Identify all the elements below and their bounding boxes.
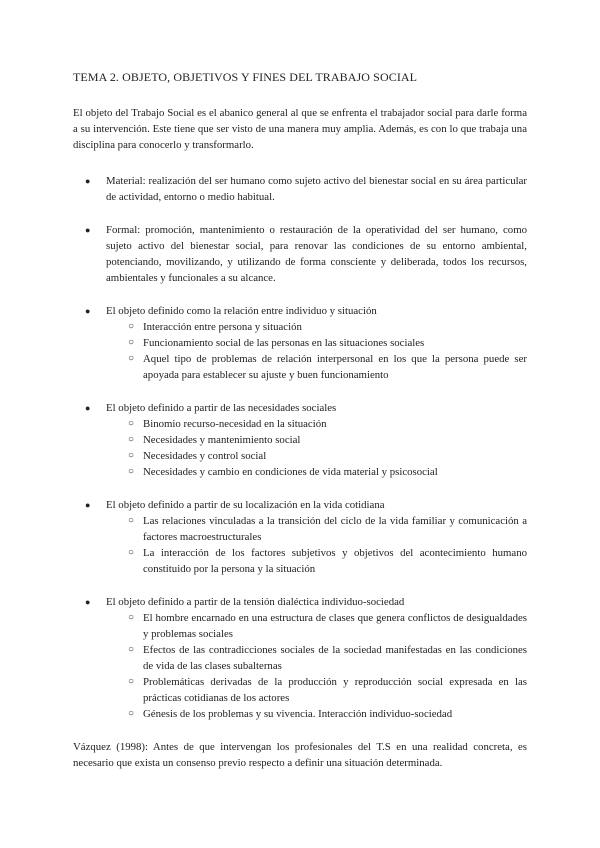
sub-list-item-text: Génesis de los problemas y su vivencia. Interacción individuo-sociedad — [143, 708, 453, 720]
hollow-bullet-icon: ○ — [128, 466, 135, 477]
sub-list-item-text: Funcionamiento social de las personas en las situaciones sociales — [143, 337, 425, 349]
sub-list-item-text: Interacción entre persona y situación — [143, 321, 302, 333]
bullet-icon: ● — [85, 403, 91, 413]
sub-list-item — [106, 513, 527, 545]
sub-list-item — [106, 335, 527, 351]
list-item — [73, 400, 527, 480]
bullet-icon: ● — [85, 597, 91, 607]
sub-list-item-text: Binomio recurso-necesidad en la situación — [143, 418, 327, 430]
list-item — [73, 594, 527, 722]
sub-list-item — [106, 351, 527, 383]
sub-list-item — [106, 674, 527, 706]
sub-list-item-text: Necesidades y cambio en condiciones de vida material y psicosocial — [143, 466, 438, 478]
hollow-bullet-icon: ○ — [128, 676, 135, 687]
sub-list-item — [106, 448, 527, 464]
bullet-icon: ● — [85, 500, 91, 510]
sub-list-item — [106, 416, 527, 432]
sub-bullet-list — [106, 416, 527, 480]
sub-list-item — [106, 642, 527, 674]
list-item-text: Formal: promoción, mantenimiento o restauración de la operatividad del ser humano, como sujeto activo del bienestar social, para renovar las condiciones de su entorno ambiental, potenciando, movilizando, y utilizando de forma consciente y deliberada, todos los recursos, ambientales y funcionales a su alcance. — [106, 224, 527, 284]
hollow-bullet-icon: ○ — [128, 547, 135, 558]
main-bullet-list — [73, 173, 527, 722]
bullet-icon: ● — [85, 306, 91, 316]
sub-list-item — [106, 319, 527, 335]
hollow-bullet-icon: ○ — [128, 515, 135, 526]
sub-list-item — [106, 610, 527, 642]
list-item-text: El objeto definido a partir de la tensión dialéctica individuo-sociedad — [106, 596, 405, 608]
hollow-bullet-icon: ○ — [128, 644, 135, 655]
sub-list-item-text: Problemáticas derivadas de la producción y reproducción social expresada en las prácticas cotidianas de los actores — [143, 676, 527, 704]
sub-list-item-text: El hombre encarnado en una estructura de clases que genera conflictos de desigualdades y problemas sociales — [143, 612, 527, 640]
list-item-text: El objeto definido como la relación entre individuo y situación — [106, 305, 377, 317]
intro-paragraph: El objeto del Trabajo Social es el abanico general al que se enfrenta el trabajador social para darle forma a su intervención. Este tiene que ser visto de una manera muy amplia. Además, es con lo que trabaja una disciplina para conocerlo y transformarlo. — [73, 107, 527, 151]
sub-list-item — [106, 432, 527, 448]
list-item — [73, 497, 527, 577]
sub-list-item-text: Las relaciones vinculadas a la transición del ciclo de la vida familiar y comunicación a factores macroestructurales — [143, 515, 527, 543]
sub-list-item-text: Necesidades y mantenimiento social — [143, 434, 301, 446]
list-item — [73, 222, 527, 286]
closing-paragraph: Vázquez (1998): Antes de que intervengan los profesionales del T.S en una realidad concreta, es necesario que exista un consenso previo respecto a definir una situación determinada. — [73, 741, 527, 769]
list-item — [73, 303, 527, 383]
bullet-icon: ● — [85, 176, 91, 186]
hollow-bullet-icon: ○ — [128, 708, 135, 719]
sub-bullet-list — [106, 319, 527, 383]
hollow-bullet-icon: ○ — [128, 321, 135, 332]
hollow-bullet-icon: ○ — [128, 418, 135, 429]
list-item-text: El objeto definido a partir de las necesidades sociales — [106, 402, 337, 414]
list-item — [73, 173, 527, 205]
sub-list-item-text: Necesidades y control social — [143, 450, 267, 462]
hollow-bullet-icon: ○ — [128, 612, 135, 623]
hollow-bullet-icon: ○ — [128, 337, 135, 348]
sub-list-item-text: Aquel tipo de problemas de relación interpersonal en los que la persona puede ser apoyada para establecer su ajuste y buen funcionamiento — [143, 353, 527, 381]
page-title: TEMA 2. OBJETO, OBJETIVOS Y FINES DEL TRABAJO SOCIAL — [73, 70, 418, 84]
hollow-bullet-icon: ○ — [128, 353, 135, 364]
list-item-text: Material: realización del ser humano como sujeto activo del bienestar social en su área particular de actividad, entorno o medio habitual. — [106, 175, 527, 203]
list-item-text: El objeto definido a partir de su localización en la vida cotidiana — [106, 499, 385, 511]
sub-list-item — [106, 706, 527, 722]
sub-list-item-text: Efectos de las contradicciones sociales de la sociedad manifestadas en las condiciones de vida de las clases subalternas — [143, 644, 527, 672]
sub-list-item — [106, 545, 527, 577]
hollow-bullet-icon: ○ — [128, 434, 135, 445]
sub-bullet-list — [106, 513, 527, 577]
hollow-bullet-icon: ○ — [128, 450, 135, 461]
sub-bullet-list — [106, 610, 527, 722]
sub-list-item-text: La interacción de los factores subjetivos y objetivos del acontecimiento humano constituido por la persona y la situación — [143, 547, 527, 575]
bullet-icon: ● — [85, 225, 91, 235]
sub-list-item — [106, 464, 527, 480]
